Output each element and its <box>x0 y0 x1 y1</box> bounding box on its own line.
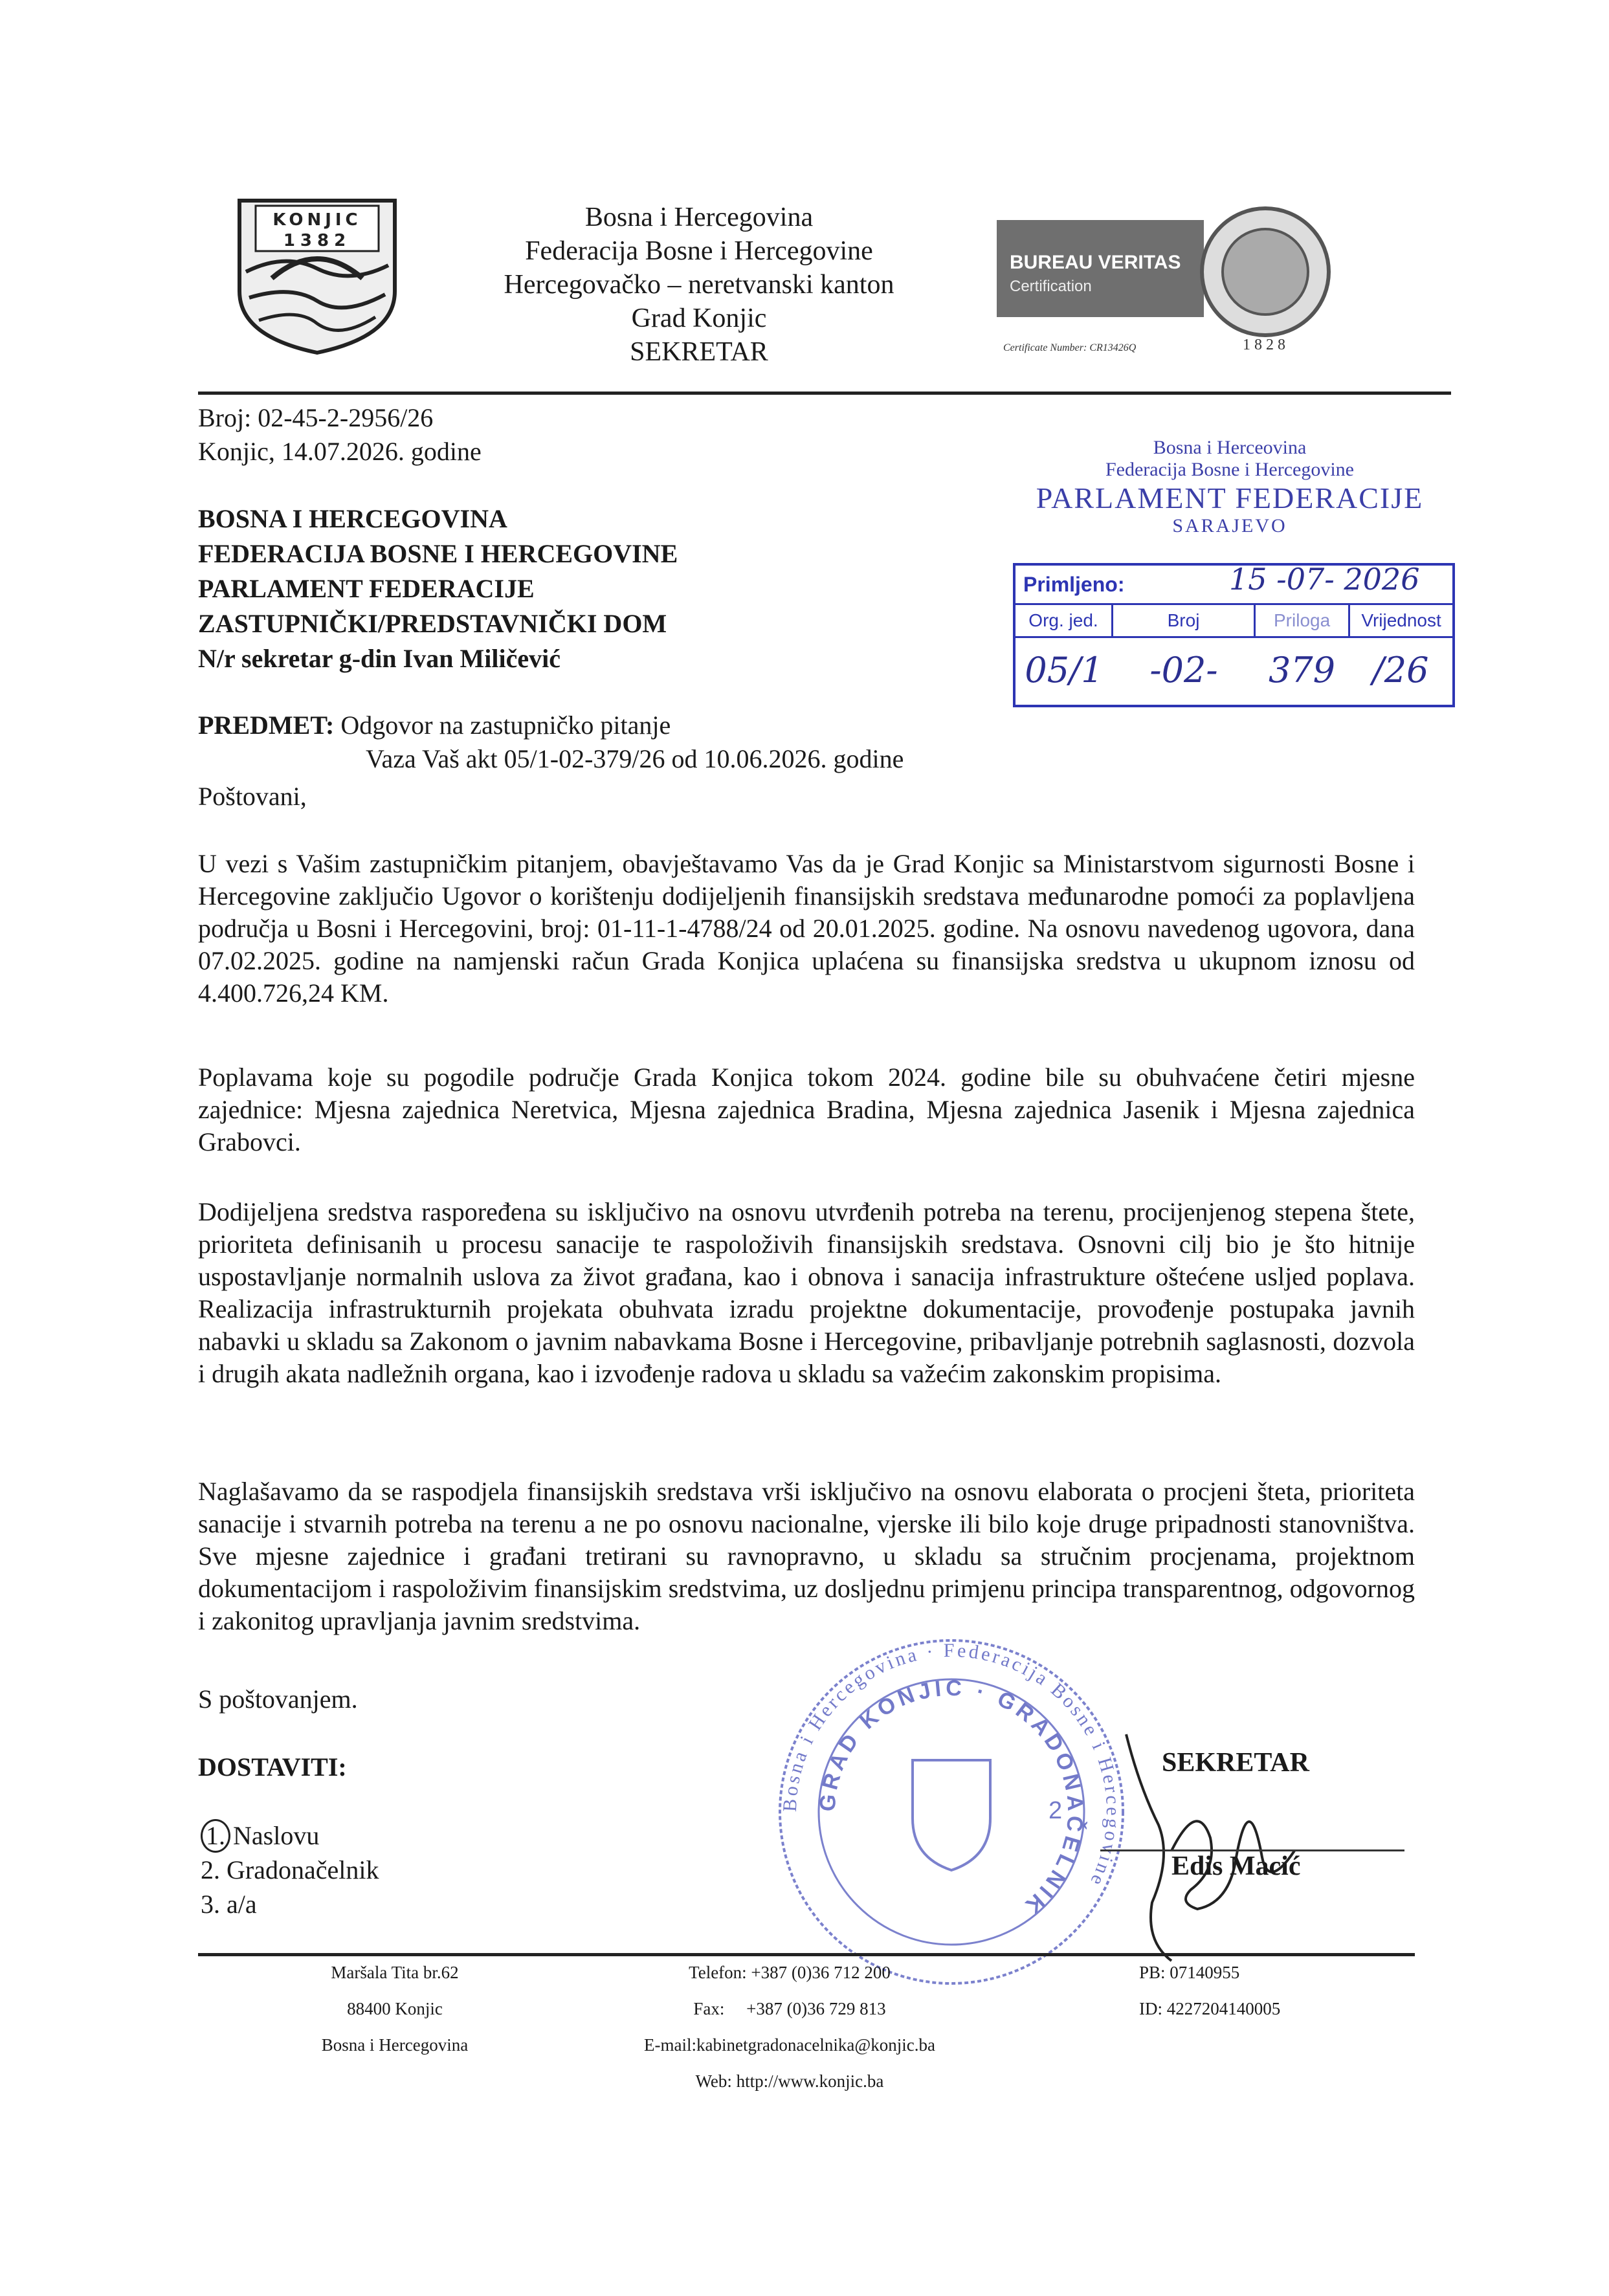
body-paragraph-1: U vezi s Vašim zastupničkim pitanjem, obavještavamo Vas da je Grad Konjic sa Ministarstvom sigurnosti Bosne i Hercegovine zaključio Ugovor o korištenju dodijeljenih finansijskih sredstava međunarodne pomoći za poplavljena područja u Bosni i Hercegovini, broj: 01-11-1-4788/24 od 20.01.2025. godine. Na osnovu navedenog ugovora, dana 07.02.2025. godine na namjenski račun Grada Konjica uplaćena su finansijska sredstva u ukupnom iznosu od 4.400.726,24 KM. <box>198 849 1415 1008</box>
footer-id: ID: 4227204140005 <box>1139 1999 1281 2018</box>
header-federation: Federacija Bosne i Hercegovine <box>525 236 873 266</box>
bv-year: 1828 <box>1243 337 1289 353</box>
stamp-country: Bosna i Herceovina <box>1153 437 1307 458</box>
body-paragraph-3: Dodijeljena sredstva raspoređena su isključivo na osnovu utvrđenih potreba na terenu, procijenjenog stepena štete, prioriteta definisanih u procesu sanacije te raspoloživih finansijskih sredstava. Osnovni cilj bio je što hitnije uspostavljanje normalnih uslova za život građana, kao i obnova i sanacija infrastrukture oštećene usljed poplava. Realizacija infrastrukturnih projekata obuhvata izradu projektne dokumentacije, provođenje postupaka javnih nabavki u skladu sa Zakonom o javnim nabavkama Bosne i Hercegovine, pribavljanje potrebnih saglasnosti, dozvola i drugih akata nadležnih organa, kao i izvođenje radova u skladu sa važećim zakonskim propisima. <box>198 1197 1415 1388</box>
stamp-received-date: 15 -07- 2026 <box>1229 562 1420 597</box>
footer-address <box>285 1954 505 2063</box>
body-paragraph-2: Poplavama koje su pogodile područje Grada Konjica tokom 2024. godine bile su obuhvaćene četiri mjesne zajednice: Mjesna zajednica Neretvica, Mjesna zajednica Bradina, Mjesna zajednica Jasenik i Mjesna zajednica Grabovci. <box>198 1063 1415 1156</box>
stamp-values-row <box>1015 638 1452 703</box>
institution-header <box>466 201 932 369</box>
signer-name: Edis Macić <box>1171 1851 1301 1881</box>
signer-title: SEKRETAR <box>1162 1748 1309 1778</box>
footer-contacts <box>621 1954 958 2099</box>
receipt-stamp-table <box>1013 563 1455 707</box>
distribution-item-3: 3. a/a <box>201 1890 257 1919</box>
bv-cert-number: Certificate Number: CR13426Q <box>1003 342 1137 353</box>
stamp-val-value: /26 <box>1372 650 1429 690</box>
footer-country: Bosna i Hercegovina <box>321 2035 469 2055</box>
greeting: Poštovani, <box>198 782 307 811</box>
stamp-federation: Federacija Bosne i Hercegovine <box>1105 459 1354 480</box>
footer-email: E-mail:kabinetgradonacelnika@konjic.ba <box>644 2035 935 2055</box>
stamp-col-org: Org. jed. <box>1015 605 1113 636</box>
parliament-receipt-stamp <box>1010 437 1450 537</box>
closing: S poštovanjem. <box>198 1684 358 1714</box>
stamp-val-number: -02- <box>1149 650 1218 690</box>
round-stamp-inner-text: GRAD KONJIC · GRADONAČELNIK <box>815 1675 1088 1921</box>
stamp-col-value: Vrijednost <box>1361 610 1441 630</box>
footer-ids <box>1139 1954 1333 2027</box>
round-stamp-outer-text: Bosna i Hercegovina · Federacija Bosne i Hercegovine <box>779 1639 1124 1892</box>
header-office: SEKRETAR <box>630 337 768 367</box>
recipient-line-1: BOSNA I HERCEGOVINA <box>198 504 507 533</box>
footer-web: Web: http://www.konjic.ba <box>695 2071 884 2091</box>
stamp-val-attachments: 379 <box>1268 650 1336 690</box>
recipient-line-3: PARLAMENT FEDERACIJE <box>198 574 535 603</box>
subject-line <box>198 709 671 742</box>
header-country: Bosna i Hercegovina <box>584 203 814 232</box>
document-meta <box>198 401 482 469</box>
distribution-item-1-text: Naslovu <box>233 1821 320 1850</box>
bv-brand: BUREAU VERITAS <box>1010 252 1181 273</box>
stamp-col-number: Broj <box>1113 605 1256 636</box>
recipient-line-4: ZASTUPNIČKI/PREDSTAVNIČKI DOM <box>198 609 667 638</box>
document-number: Broj: 02-45-2-2956/26 <box>198 403 434 432</box>
crest-label-year: 1382 <box>283 231 351 250</box>
body-paragraph-4: Naglašavamo da se raspodjela finansijskih sredstava vrši isključivo na osnovu elaborata o procjeni šteta, prioriteta sanacije i stvarnih potreba na terenu a ne po osnovu nacionalne, vjerske ili bilo koje druge pripadnosti stanovništva. Sve mjesne zajednice i građani tretirani su ravnopravno, u skladu sa stručnim procjenama, projektnom dokumentacijom i raspoloživim finansijskim sredstvima, uz dosljednu primjenu principa transparentnog, odgovornog i zakonitog upravljanja javnim sredstvima. <box>198 1477 1415 1635</box>
footer-street: Maršala Tita br.62 <box>331 1963 459 1982</box>
header-canton: Hercegovačko – neretvanski kanton <box>504 270 894 300</box>
distribution-item-2: 2. Gradonačelnik <box>201 1855 379 1884</box>
crest-label-top: KONJIC <box>272 210 362 230</box>
header-city: Grad Konjic <box>631 304 767 333</box>
footer-phone: Telefon: +387 (0)36 712 200 <box>689 1963 891 1982</box>
svg-text:GRAD KONJIC · GRADONAČELNIK <box>815 1676 1088 1921</box>
subject-text: Odgovor na zastupničko pitanje <box>334 711 671 740</box>
bureau-veritas-certification-logo <box>997 194 1333 362</box>
stamp-received-row <box>1015 562 1452 605</box>
footer-fax: Fax: +387 (0)36 729 813 <box>693 1999 886 2018</box>
distribution-list <box>201 1818 379 1921</box>
distribution-label: DOSTAVITI: <box>198 1752 347 1782</box>
subject-label: PREDMET: <box>198 711 335 740</box>
header-divider <box>198 392 1451 395</box>
konjic-crest-logo <box>233 194 401 356</box>
recipient-block <box>198 502 678 676</box>
recipient-attention: N/r sekretar g-din Ivan Miličević <box>198 644 560 673</box>
footer-pb: PB: 07140955 <box>1139 1963 1240 1982</box>
stamp-header-row <box>1015 605 1452 638</box>
stamp-city: SARAJEVO <box>1172 515 1287 536</box>
recipient-line-2: FEDERACIJA BOSNE I HERCEGOVINE <box>198 539 678 568</box>
subject-reference: Vaza Vaš akt 05/1-02-379/26 od 10.06.2026. godine <box>366 744 904 773</box>
stamp-received-label: Primljeno: <box>1023 573 1125 596</box>
document-date: Konjic, 14.07.2026. godine <box>198 437 482 466</box>
bv-sub: Certification <box>1010 278 1092 295</box>
distribution-item-1 <box>201 1818 379 1853</box>
round-stamp-number: 2 <box>1049 1797 1063 1824</box>
distribution-item-1-number: 1. <box>201 1819 230 1853</box>
footer-postal: 88400 Konjic <box>347 1999 443 2018</box>
stamp-parliament: PARLAMENT FEDERACIJE <box>1036 481 1424 514</box>
stamp-col-attachments: Priloga <box>1256 605 1350 636</box>
official-round-stamp <box>764 1624 1139 2000</box>
stamp-val-org: 05/1 <box>1025 650 1104 690</box>
